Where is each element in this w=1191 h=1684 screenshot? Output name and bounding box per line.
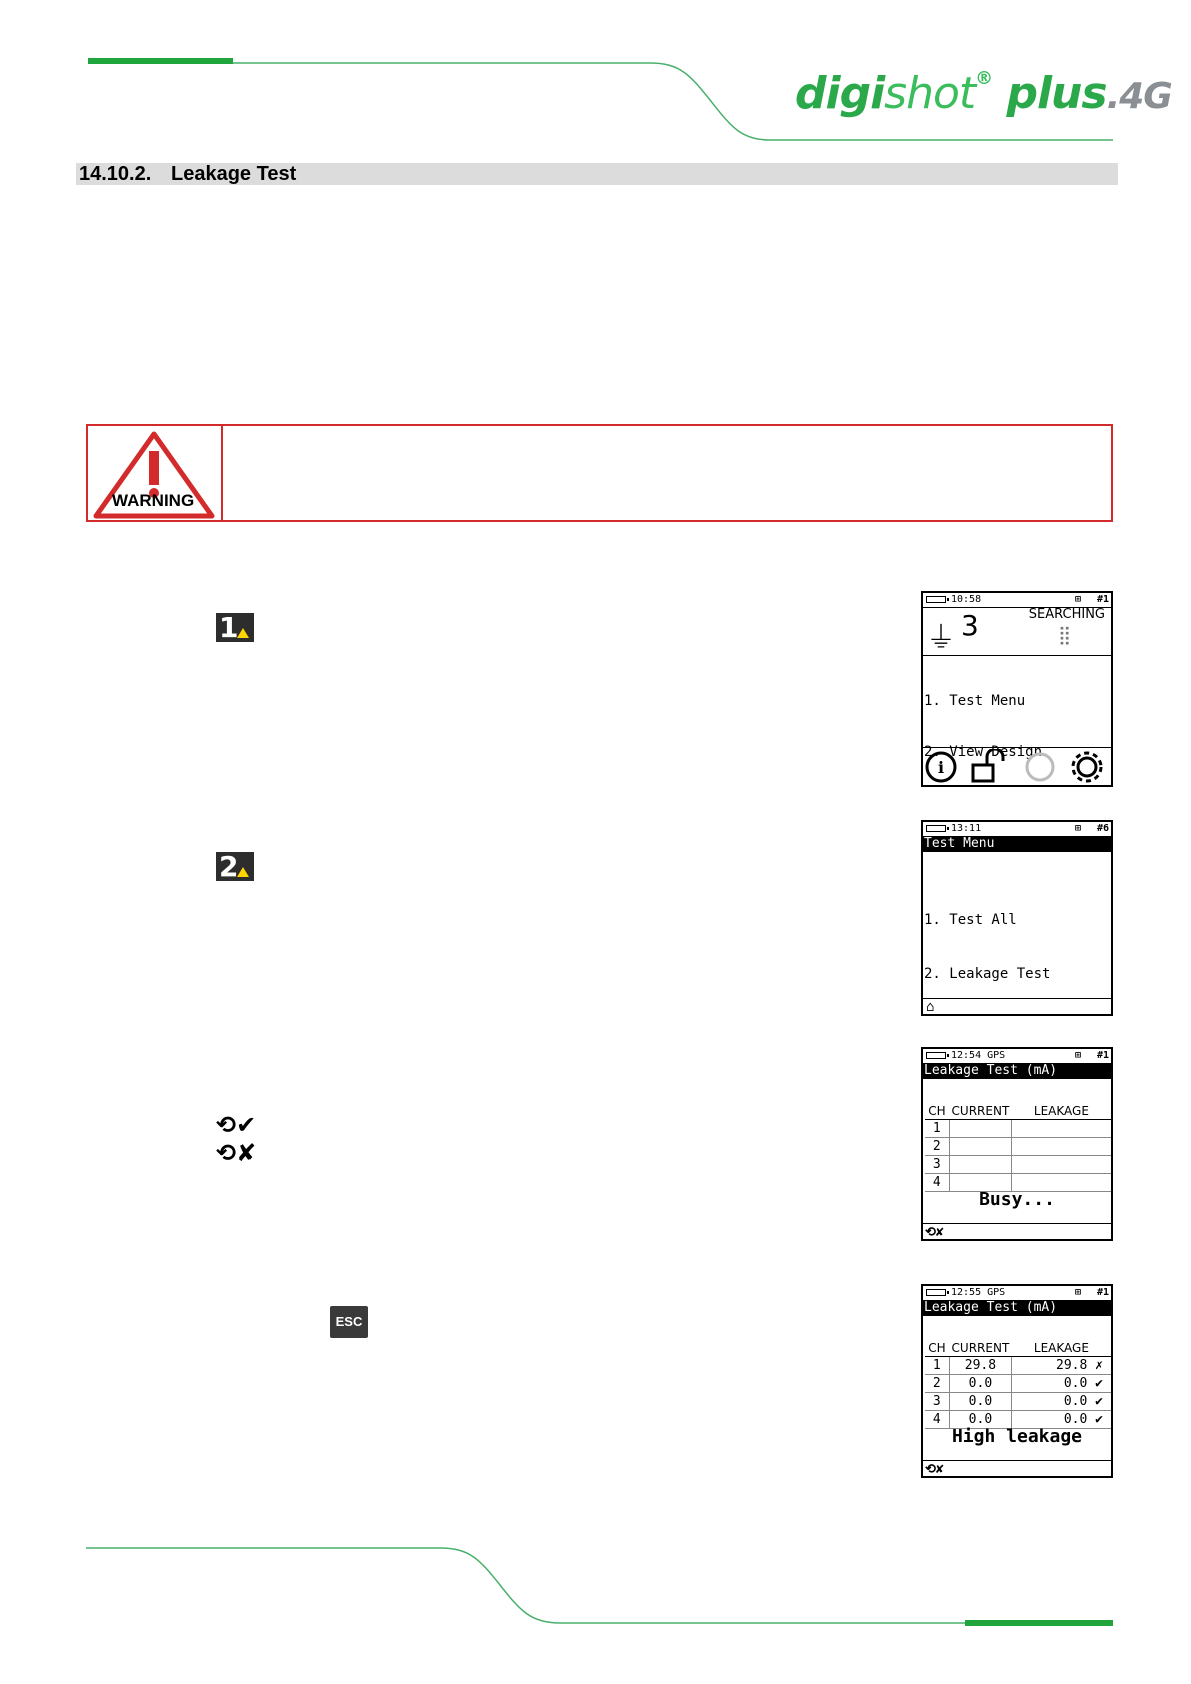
divider [923, 1223, 1111, 1224]
table-row: 4 [925, 1174, 1111, 1192]
status-bar: 10:58 ⊞ #1 [923, 593, 1111, 608]
footer-accent-bar [965, 1620, 1113, 1626]
home-icon: ⌂ [926, 999, 935, 1015]
warning-box [86, 424, 1113, 522]
table-row: 3 [925, 1156, 1111, 1174]
screen-title: Test Menu [923, 836, 1111, 852]
searching-label: SEARCHING [1028, 607, 1105, 622]
menu-item-test-menu[interactable]: 1. Test Menu [924, 693, 1026, 709]
brand-logo: digishot® plus.4G [795, 68, 1172, 119]
table-row: 1 [925, 1120, 1111, 1138]
leakage-table [925, 1339, 1111, 1429]
screen-title: Leakage Test (mA) [923, 1063, 1111, 1079]
status-message: High leakage [951, 1426, 1083, 1447]
esc-key-icon: ESC [330, 1306, 368, 1338]
warning-icon-cell [88, 426, 223, 520]
test-fail-icon: ⟲✘ [216, 1139, 257, 1167]
device-screen-leakage-result [921, 1284, 1113, 1478]
softkey-bar [923, 749, 1111, 785]
device-screen-test-menu [921, 820, 1113, 1016]
divider [923, 1460, 1111, 1461]
divider [923, 655, 1111, 656]
table-row: 3 0.0 0.0 ✔ [925, 1393, 1111, 1411]
retest-cancel-icon: ⟲✘ [925, 1462, 944, 1477]
section-number: 14.10.2. [79, 163, 152, 185]
leakage-table [925, 1102, 1111, 1192]
menu-item-view-design[interactable]: 2. View Design [924, 744, 1043, 760]
svg-text:i: i [937, 758, 945, 777]
divider [923, 747, 1111, 748]
signal-icon: ⊞ [1074, 594, 1081, 605]
gear-icon [1073, 753, 1101, 781]
status-bar: 12:54 GPS ⊞ #1 [923, 1049, 1111, 1064]
signal-icon: ⊞ [1074, 1287, 1081, 1298]
battery-icon [926, 596, 946, 603]
section-title: Leakage Test [171, 163, 297, 185]
signal-icon: ⊞ [1074, 823, 1081, 834]
device-screen-leakage-busy [921, 1047, 1113, 1241]
spinner-icon: ⣿ [1058, 625, 1072, 646]
key-1-icon: 1 [216, 613, 254, 642]
screen-title: Leakage Test (mA) [923, 1300, 1111, 1316]
menu-item-test-all[interactable]: 1. Test All [924, 912, 1017, 928]
table-row: 1 29.8 29.8 ✗ [925, 1357, 1111, 1375]
signal-icon: ⊞ [1074, 1050, 1081, 1061]
test-menu-list [924, 875, 1059, 1016]
battery-icon [926, 1052, 946, 1059]
divider [923, 998, 1111, 999]
warning-label: WARNING [112, 491, 195, 510]
header-accent-bar [88, 58, 233, 64]
table-row: 2 [925, 1138, 1111, 1156]
info-icon [927, 753, 955, 781]
key-2-icon: 2 [216, 852, 254, 881]
table-header: CH CURRENT LEAKAGE [925, 1339, 1111, 1357]
status-bar: 13:11 ⊞ #6 [923, 822, 1111, 837]
retest-cancel-icon: ⟲✘ [925, 1225, 944, 1240]
table-row: 2 0.0 0.0 ✔ [925, 1375, 1111, 1393]
table-header: CH CURRENT LEAKAGE [925, 1102, 1111, 1120]
section-heading [76, 163, 1118, 185]
battery-icon [926, 825, 946, 832]
table-row: 4 0.0 0.0 ✔ [925, 1411, 1111, 1429]
footer-swoosh-line [86, 1548, 965, 1623]
device-screen-main-menu [921, 591, 1113, 787]
menu-item-leakage-test[interactable]: 2. Leakage Test [924, 966, 1051, 982]
status-bar: 12:55 GPS ⊞ #1 [923, 1286, 1111, 1301]
detonator-count: 3 [961, 609, 979, 642]
status-message: Busy... [979, 1189, 1055, 1210]
unlock-icon [973, 749, 1003, 781]
circle-icon [1027, 754, 1053, 780]
detonator-icon: ⏚ [926, 621, 956, 656]
test-pass-icon: ⟲✔ [216, 1111, 257, 1139]
battery-icon [926, 1289, 946, 1296]
